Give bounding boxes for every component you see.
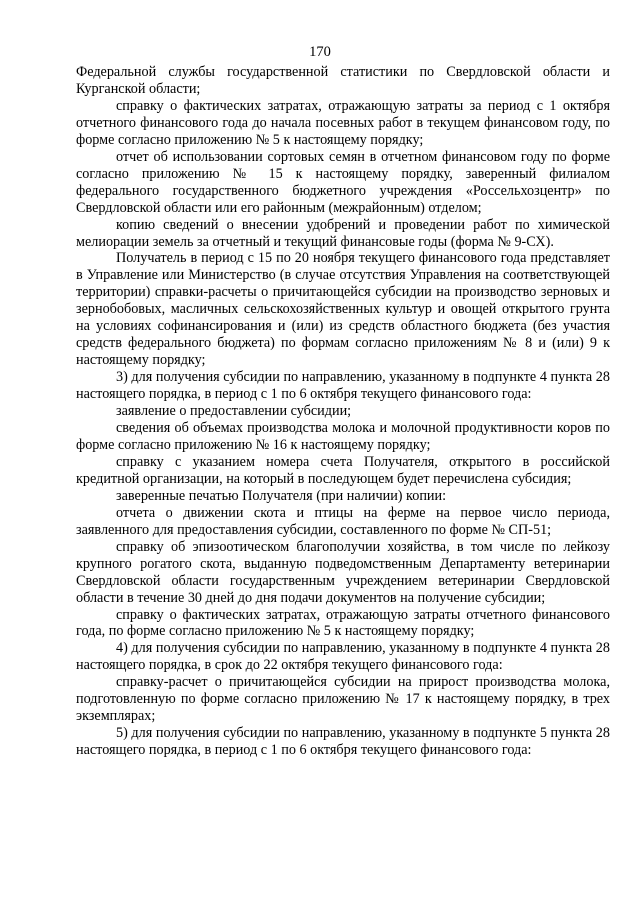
paragraph: отчета о движении скота и птицы на ферме на первое число периода, заявленного для предоставления субсидии, составленного по форме № СП-51;	[76, 504, 610, 538]
paragraph: заявление о предоставлении субсидии;	[116, 403, 352, 420]
paragraph: 3) для получения субсидии по направлению, указанному в подпункте 4 пункта 28 настоящего порядка, в период с 1 по 6 октября текущего финансового года:	[76, 369, 610, 403]
paragraph: отчет об использовании сортовых семян в отчетном финансовом году по форме согласно приложению № 15 к настоящему порядку, заверенный филиалом федерального государственного бюджетного учреждения «Россельхозцентр» по Свердловской области или его районным (межрайонным) отделом;	[76, 148, 610, 216]
paragraph: заверенные печатью Получателя (при наличии) копии:	[116, 487, 447, 504]
paragraph: 4) для получения субсидии по направлению, указанному в подпункте 4 пункта 28 настоящего порядка, в срок до 22 октября текущего финансового года:	[76, 640, 610, 674]
paragraph: справку об эпизоотическом благополучии хозяйства, в том числе по лейкозу крупного рогатого скота, выданную подведомственным Департаменту ветеринарии Свердловской области государственным учреждением ветеринарии Свердловской области в течение 30 дней до дня подачи документов на получение субсидии;	[76, 538, 610, 606]
paragraph: Федеральной службы государственной статистики по Свердловской области и Курганской области;	[76, 64, 610, 97]
document-body	[76, 64, 610, 759]
paragraph: 5) для получения субсидии по направлению, указанному в подпункте 5 пункта 28 настоящего порядка, в период с 1 по 6 октября текущего финансового года:	[76, 725, 610, 759]
paragraph: справку о фактических затратах, отражающую затраты отчетного финансового года, по форме согласно приложению № 5 к настоящему порядку;	[76, 606, 610, 640]
paragraph: справку о фактических затратах, отражающую затраты за период с 1 октября отчетного финансового года до начала посевных работ в текущем финансовом году, по форме согласно приложению № 5 к настоящему порядку;	[76, 97, 610, 148]
paragraph: справку-расчет о причитающейся субсидии на прирост производства молока, подготовленную по форме согласно приложению № 17 к настоящему порядку, в трех экземплярах;	[76, 674, 610, 725]
page-number: 170	[309, 44, 331, 60]
paragraph: копию сведений о внесении удобрений и проведении работ по химической мелиорации земель за отчетный и текущий финансовые годы (форма № 9-СХ).	[76, 216, 610, 250]
paragraph: сведения об объемах производства молока и молочной продуктивности коров по форме согласно приложению № 16 к настоящему порядку;	[76, 420, 610, 453]
paragraph: Получатель в период с 15 по 20 ноября текущего финансового года представляет в Управление или Министерство (в случае отсутствия Управления на соответствующей территории) справки-расчеты о причитающейся субсидии на производство зерновых и зернобобовых, масличных сельскохозяйственных культур и овощей открытого грунта на условиях софинансирования и (или) из средств областного бюджета (без участия средств федерального бюджета) по формам согласно приложениям № 8 и (или) 9 к настоящему порядку;	[76, 250, 610, 369]
paragraph: справку с указанием номера счета Получателя, открытого в российской кредитной организации, на который в последующем будет перечислена субсидия;	[76, 453, 610, 487]
